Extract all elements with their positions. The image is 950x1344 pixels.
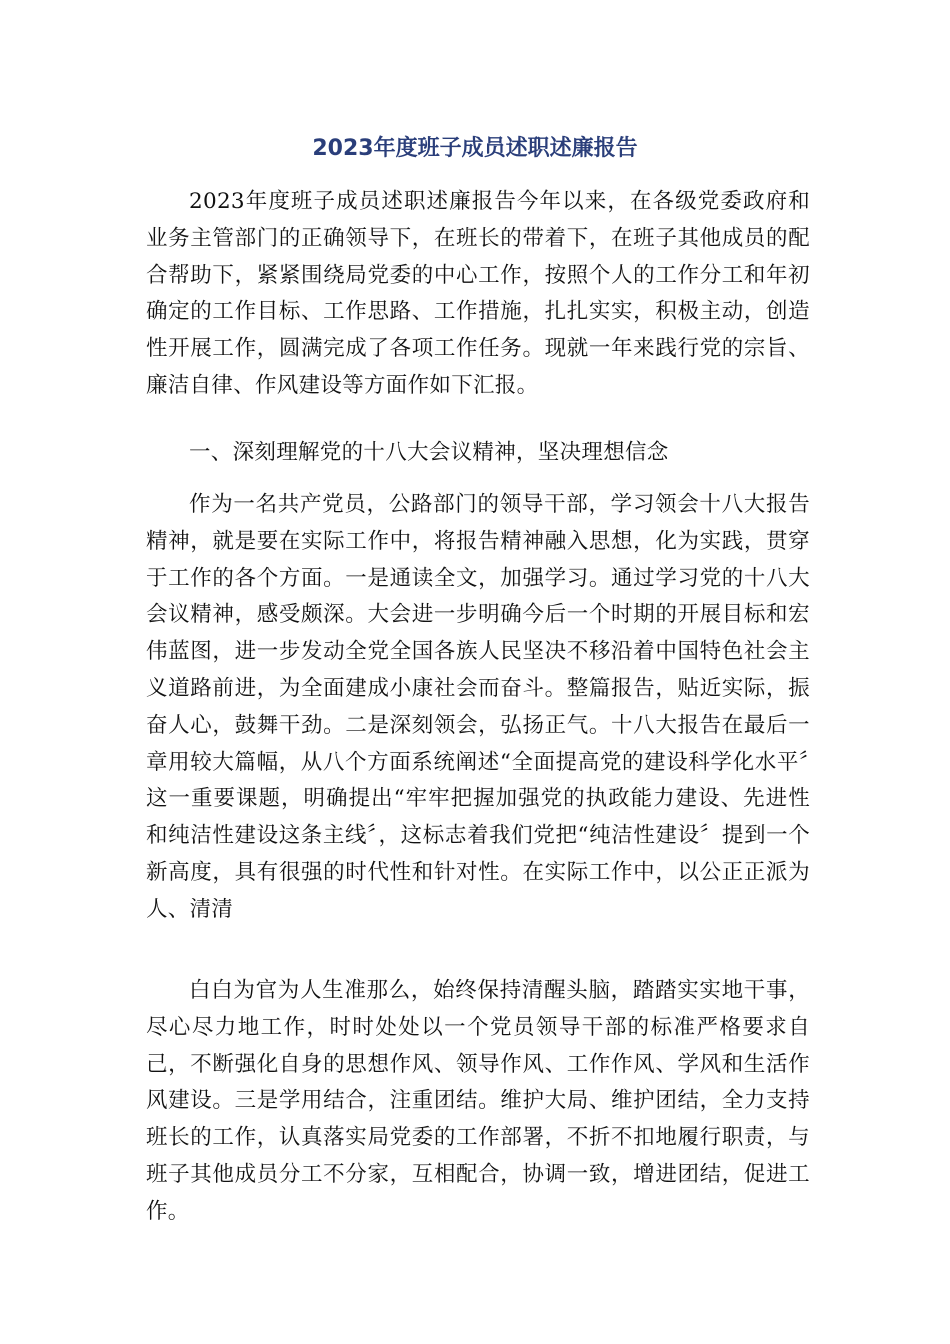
paragraph-study: 作为一名共产党员，公路部门的领导干部，学习领会十八大报告精神，就是要在实际工作中，将报告精神融入思想，化为实践，贯穿于工作的各个方面。一是通读全文，加强学习。通过学习党的十八大会议精神，感受颇深。大会进一步明确今后一个时期的开展目标和宏伟蓝图，进一步发动全党全国各族人民坚决不移沿着中国特色社会主义道路前进，为全面建成小康社会而奋斗。整篇报告，贴近实际，振奋人心，鼓舞干劲。二是深刻领会，弘扬正气。十八大报告在最后一章用较大篇幅，从八个方面系统阐述“全面提高党的建设科学化水平〞这一重要课题，明确提出“牢牢把握加强党的执政能力建设、先进性和纯洁性建设这条主线〞，这标志着我们党把“纯洁性建设〞提到一个新高度，具有很强的时代性和针对性。在实际工作中，以公正正派为人、清清 bbox=[146, 492, 810, 922]
paragraph-intro: 2023年度班子成员述职述廉报告今年以来，在各级党委政府和业务主管部门的正确领导下，在班长的带着下，在班子其他成员的配合帮助下，紧紧围绕局党委的中心工作，按照个人的工作分工和年初确定的工作目标、工作思路、工作措施，扎扎实实，积极主动，创造性开展工作，圆满完成了各项工作任务。现就一年来践行党的宗旨、廉洁自律、作风建设等方面作如下汇报。 bbox=[146, 189, 810, 398]
section-heading-one: 一、深刻理解党的十八大会议精神，坚决理想信念 bbox=[189, 440, 669, 465]
paragraph-conduct: 白白为官为人生准那么，始终保持清醒头脑，踏踏实实地干事，尽心尽力地工作，时时处处以一个党员领导干部的标准严格要求自己，不断强化自身的思想作风、领导作风、工作作风、学风和生活作风建设。三是学用结合，注重团结。维护大局、维护团结，全力支持班长的工作，认真落实局党委的工作部署，不折不扣地履行职责，与班子其他成员分工不分家，互相配合，协调一致，增进团结，促进工作。 bbox=[146, 978, 810, 1224]
document-title: 2023年度班子成员述职述廉报告 bbox=[312, 136, 638, 161]
